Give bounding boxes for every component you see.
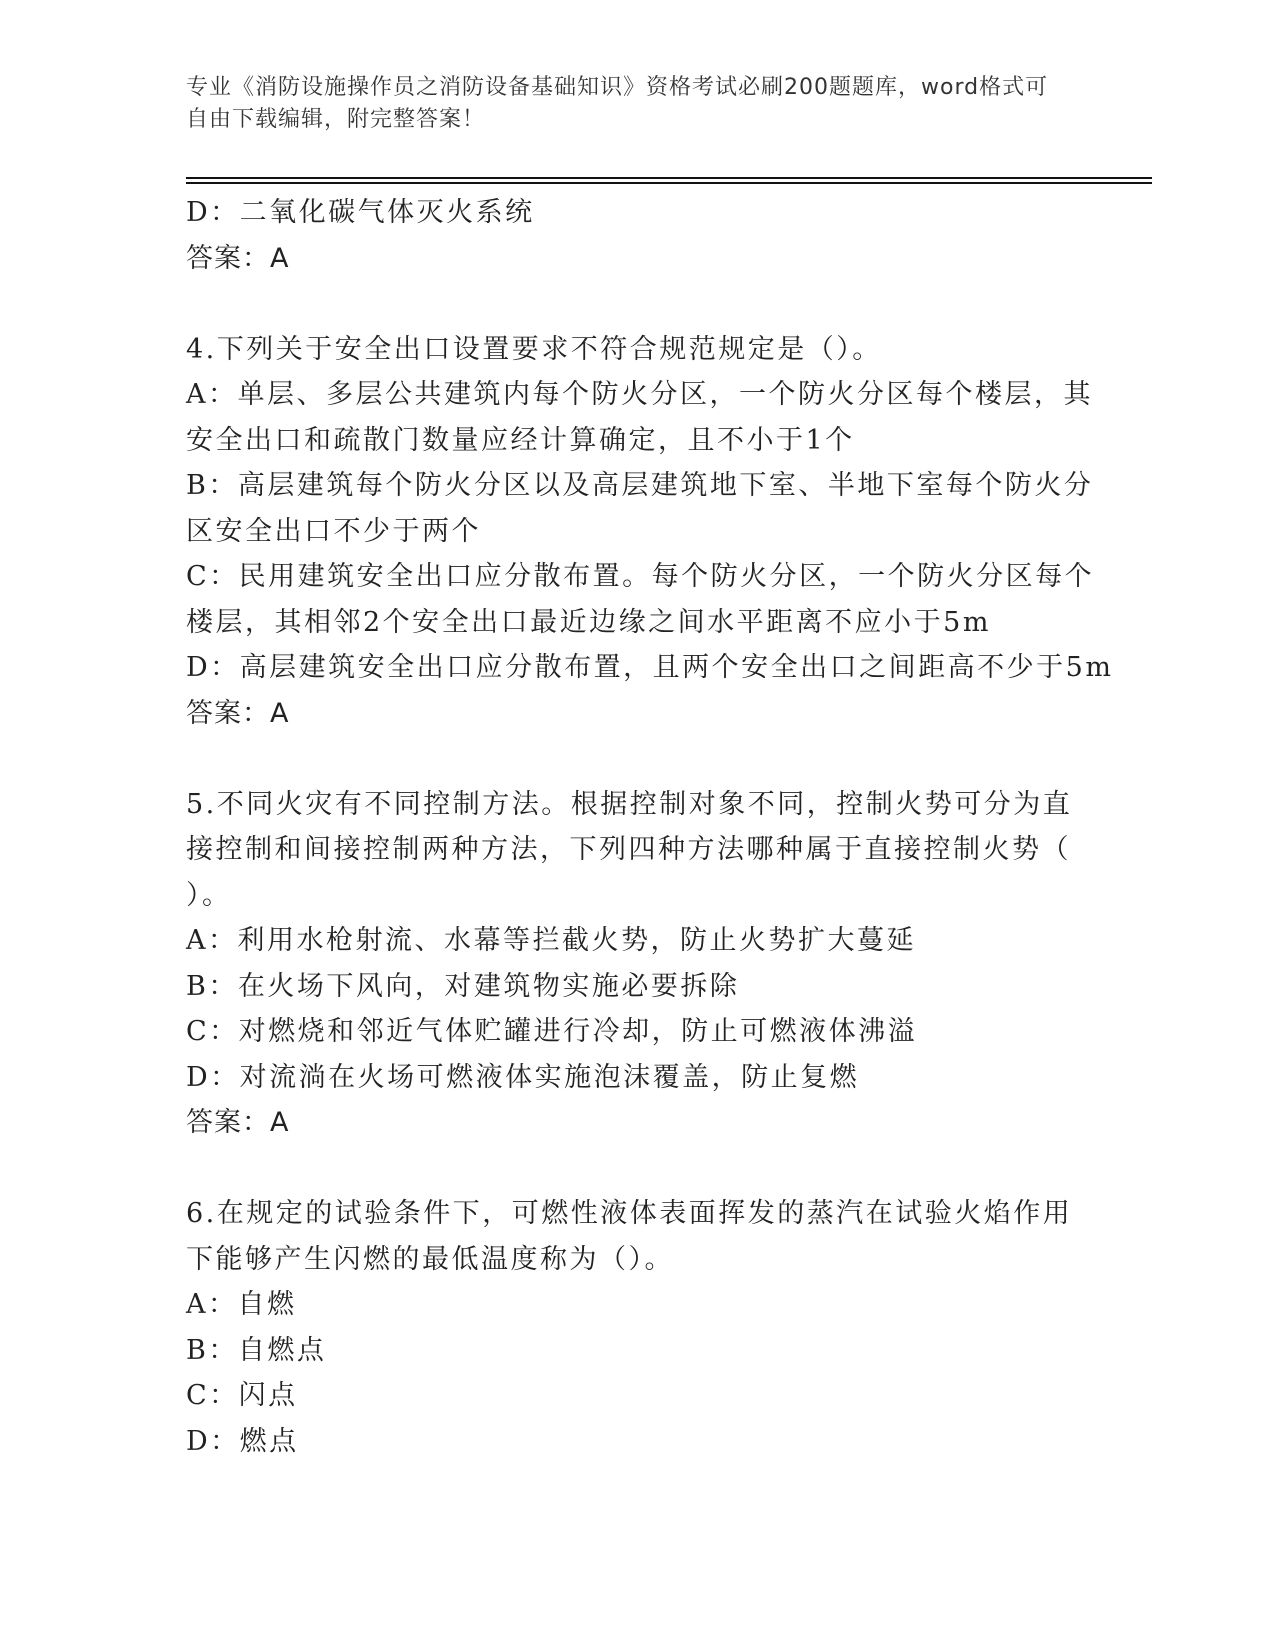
question-stem: 4.下列关于安全出口设置要求不符合规范规定是（）。 bbox=[186, 333, 882, 365]
option-d: D：二氧化碳气体灭火系统 bbox=[186, 197, 535, 228]
previous-question-block bbox=[186, 190, 1086, 281]
answer-label: 答案：A bbox=[186, 1107, 290, 1138]
spacer bbox=[186, 736, 1086, 782]
option-c-continued: 楼层，其相邻2个安全出口最近边缘之间水平距离不应小于5m bbox=[186, 606, 991, 638]
option-a-continued: 安全出口和疏散门数量应经计算确定，且不小于1个 bbox=[186, 424, 855, 456]
question-content bbox=[186, 190, 1114, 1464]
question-stem-continued: 接控制和间接控制两种方法，下列四种方法哪种属于直接控制火势（ bbox=[186, 834, 1071, 865]
document-header bbox=[186, 72, 1066, 136]
question-5 bbox=[186, 782, 1086, 1146]
question-stem-continued: 下能够产生闪燃的最低温度称为（）。 bbox=[186, 1243, 674, 1275]
spacer bbox=[186, 1146, 1086, 1192]
option-a: A：自燃 bbox=[186, 1289, 297, 1320]
option-b: B：在火场下风向，对建筑物实施必要拆除 bbox=[186, 970, 740, 1002]
question-4 bbox=[186, 327, 1114, 737]
option-b: B：高层建筑每个防火分区以及高层建筑地下室、半地下室每个防火分 bbox=[186, 470, 1094, 501]
header-divider-bottom bbox=[186, 182, 1152, 184]
answer-label: 答案：A bbox=[186, 697, 290, 729]
option-d: D：高层建筑安全出口应分散布置，且两个安全出口之间距高不少于5m bbox=[186, 652, 1114, 683]
option-b: B：自燃点 bbox=[186, 1334, 327, 1366]
option-c: C：闪点 bbox=[186, 1380, 298, 1411]
option-b-continued: 区安全出口不少于两个 bbox=[186, 515, 481, 547]
question-stem: 6.在规定的试验条件下，可燃性液体表面挥发的蒸汽在试验火焰作用 bbox=[186, 1198, 1073, 1229]
option-a: A：单层、多层公共建筑内每个防火分区，一个防火分区每个楼层，其 bbox=[186, 379, 1093, 410]
question-stem-end: ）。 bbox=[186, 879, 232, 911]
option-d: D：燃点 bbox=[186, 1425, 299, 1457]
option-c: C：民用建筑安全出口应分散布置。每个防火分区，一个防火分区每个 bbox=[186, 561, 1095, 592]
option-d: D：对流淌在火场可燃液体实施泡沫覆盖，防止复燃 bbox=[186, 1061, 860, 1093]
header-divider-top bbox=[186, 177, 1152, 179]
answer-label: 答案：A bbox=[186, 242, 290, 274]
header-title: 专业《消防设施操作员之消防设备基础知识》资格考试必刷200题题库，word格式可自由下载编辑，附完整答案！ bbox=[186, 75, 1049, 132]
spacer bbox=[186, 281, 1086, 327]
option-c: C：对燃烧和邻近气体贮罐进行冷却，防止可燃液体沸溢 bbox=[186, 1016, 918, 1047]
question-stem: 5.不同火灾有不同控制方法。根据控制对象不同，控制火势可分为直 bbox=[186, 788, 1073, 820]
question-6 bbox=[186, 1191, 1086, 1464]
option-a: A：利用水枪射流、水幕等拦截火势，防止火势扩大蔓延 bbox=[186, 925, 916, 956]
